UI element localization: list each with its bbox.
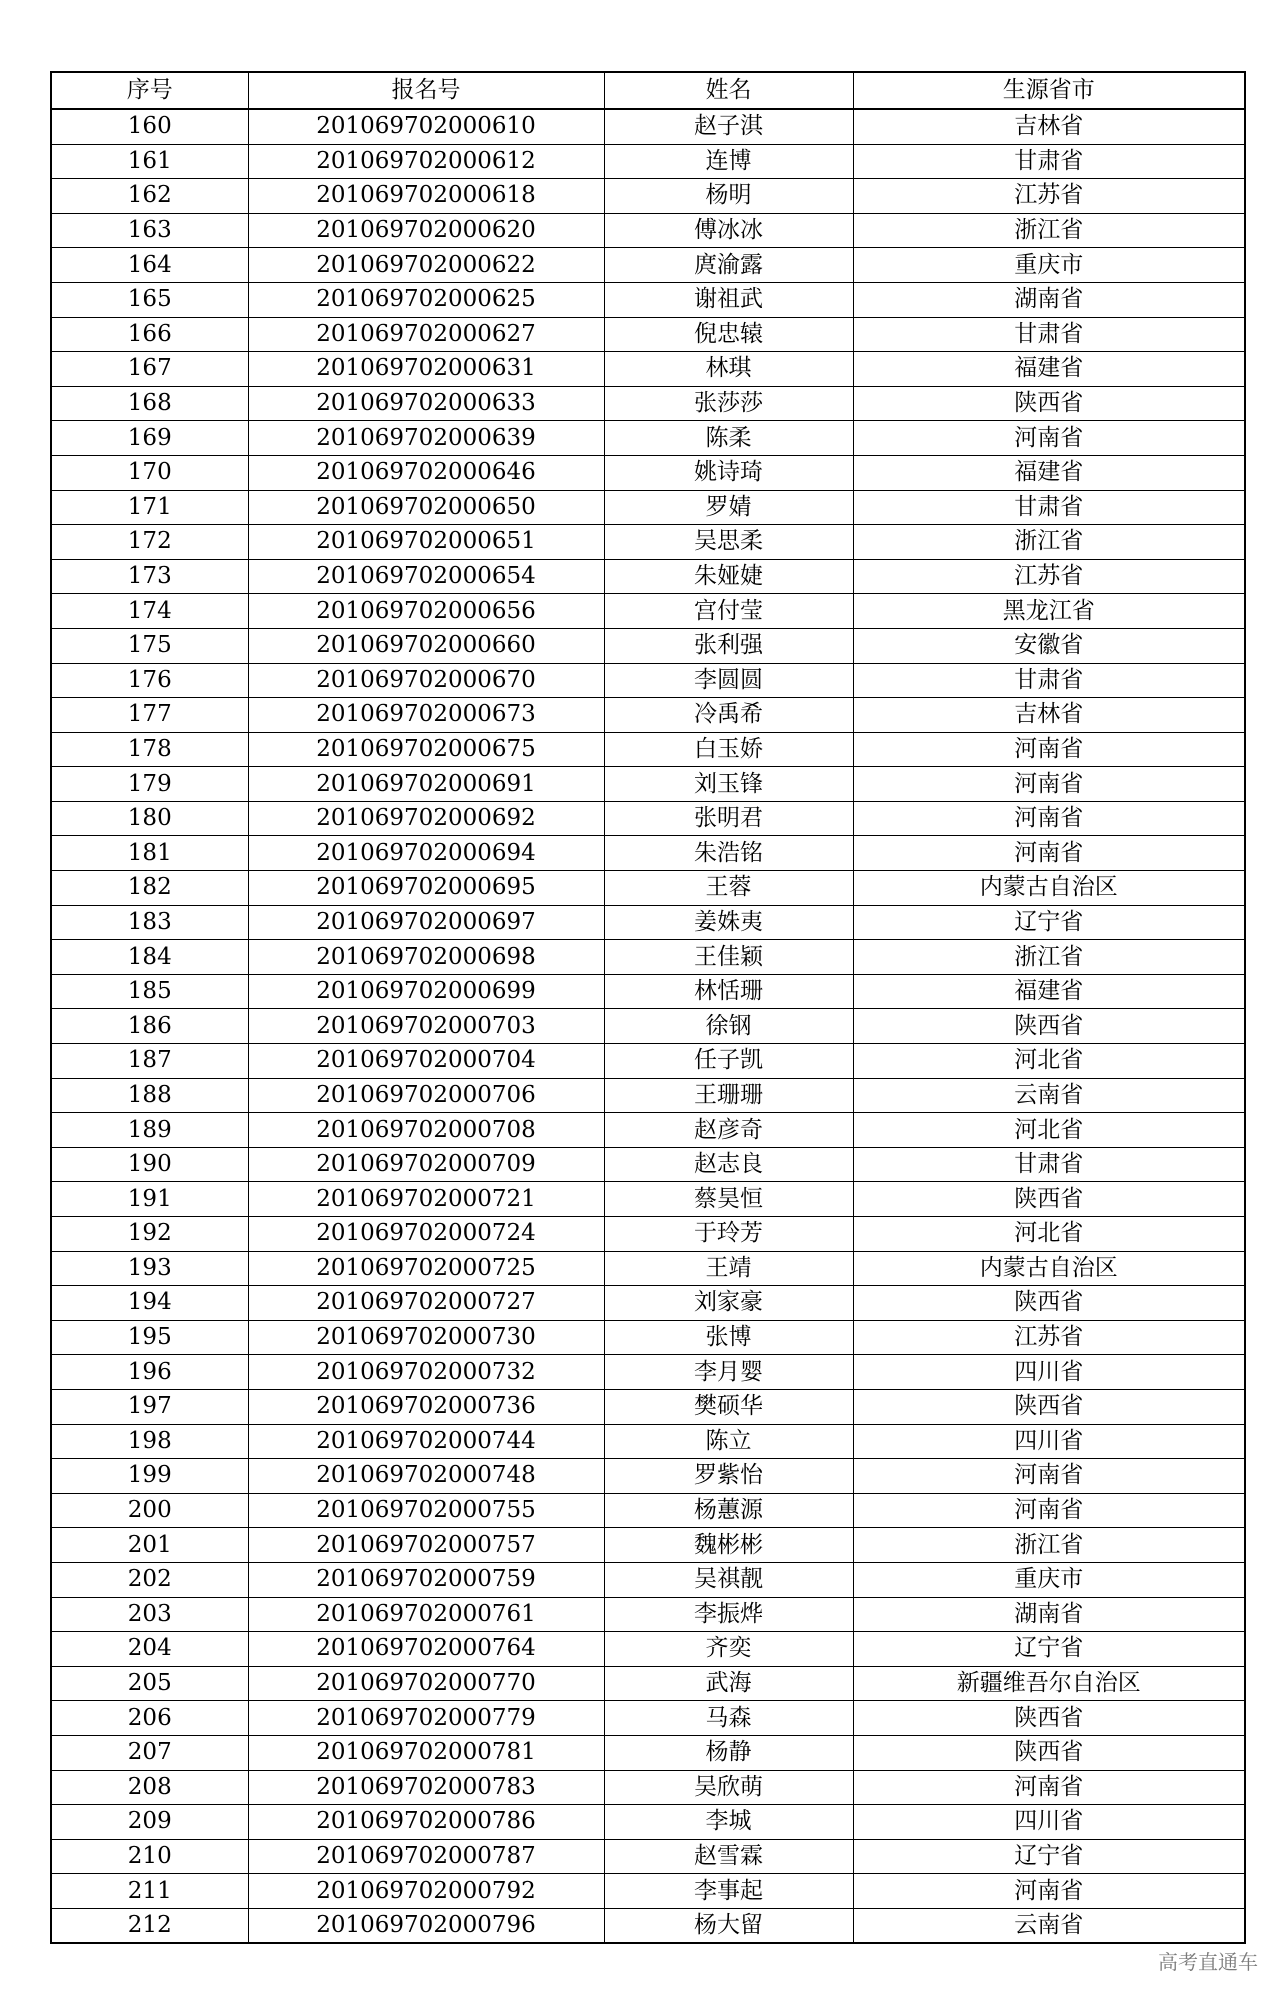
cell-name: 杨静 [604,1735,853,1770]
cell-registration-number: 201069702000699 [248,974,604,1009]
cell-serial: 180 [51,801,248,836]
cell-name: 朱浩铭 [604,836,853,871]
cell-province: 河南省 [853,1493,1245,1528]
table-row [51,1805,1245,1840]
cell-province: 重庆市 [853,1562,1245,1597]
table-row [51,1493,1245,1528]
cell-province: 陕西省 [853,1389,1245,1424]
cell-serial: 171 [51,490,248,525]
cell-serial: 208 [51,1770,248,1805]
cell-name: 姜姝夷 [604,905,853,940]
cell-name: 张明君 [604,801,853,836]
cell-name: 吴思柔 [604,525,853,560]
cell-serial: 190 [51,1147,248,1182]
cell-province: 浙江省 [853,213,1245,248]
cell-province: 辽宁省 [853,905,1245,940]
cell-serial: 211 [51,1874,248,1909]
table-row [51,1044,1245,1079]
cell-name: 陈柔 [604,421,853,456]
cell-province: 河北省 [853,1044,1245,1079]
table-row [51,1182,1245,1217]
header-serial: 序号 [51,72,248,109]
cell-province: 湖南省 [853,1597,1245,1632]
cell-serial: 165 [51,282,248,317]
cell-name: 李振烨 [604,1597,853,1632]
cell-serial: 161 [51,144,248,179]
cell-registration-number: 201069702000779 [248,1701,604,1736]
cell-registration-number: 201069702000704 [248,1044,604,1079]
cell-name: 武海 [604,1666,853,1701]
table-row [51,144,1245,179]
cell-province: 甘肃省 [853,490,1245,525]
cell-province: 吉林省 [853,109,1245,144]
header-name: 姓名 [604,72,853,109]
cell-registration-number: 201069702000759 [248,1562,604,1597]
cell-name: 杨明 [604,179,853,214]
cell-registration-number: 201069702000646 [248,455,604,490]
cell-name: 徐钢 [604,1009,853,1044]
cell-serial: 182 [51,871,248,906]
table-row [51,698,1245,733]
cell-name: 李月婴 [604,1355,853,1390]
cell-serial: 183 [51,905,248,940]
table-row [51,1908,1245,1943]
cell-province: 福建省 [853,974,1245,1009]
cell-serial: 167 [51,352,248,387]
cell-serial: 185 [51,974,248,1009]
table-row [51,1251,1245,1286]
cell-province: 云南省 [853,1078,1245,1113]
cell-province: 甘肃省 [853,1147,1245,1182]
cell-name: 王蓉 [604,871,853,906]
cell-registration-number: 201069702000721 [248,1182,604,1217]
cell-registration-number: 201069702000770 [248,1666,604,1701]
cell-registration-number: 201069702000692 [248,801,604,836]
cell-province: 陕西省 [853,1735,1245,1770]
roster-table [50,71,1246,1944]
cell-name: 于玲芳 [604,1217,853,1252]
cell-serial: 202 [51,1562,248,1597]
cell-registration-number: 201069702000736 [248,1389,604,1424]
table-row [51,940,1245,975]
table-row [51,1562,1245,1597]
cell-name: 赵彦奇 [604,1113,853,1148]
cell-registration-number: 201069702000727 [248,1286,604,1321]
cell-serial: 206 [51,1701,248,1736]
cell-name: 李事起 [604,1874,853,1909]
cell-serial: 169 [51,421,248,456]
cell-province: 安徽省 [853,628,1245,663]
cell-registration-number: 201069702000787 [248,1839,604,1874]
cell-province: 云南省 [853,1908,1245,1943]
cell-name: 杨蕙源 [604,1493,853,1528]
cell-name: 杨大留 [604,1908,853,1943]
table-row [51,421,1245,456]
cell-serial: 170 [51,455,248,490]
cell-registration-number: 201069702000781 [248,1735,604,1770]
cell-serial: 203 [51,1597,248,1632]
cell-name: 朱娅婕 [604,559,853,594]
cell-registration-number: 201069702000706 [248,1078,604,1113]
cell-registration-number: 201069702000725 [248,1251,604,1286]
cell-province: 江苏省 [853,1320,1245,1355]
cell-province: 江苏省 [853,179,1245,214]
cell-name: 齐奕 [604,1632,853,1667]
cell-serial: 210 [51,1839,248,1874]
cell-serial: 160 [51,109,248,144]
cell-registration-number: 201069702000694 [248,836,604,871]
cell-registration-number: 201069702000698 [248,940,604,975]
cell-province: 江苏省 [853,559,1245,594]
table-row [51,1666,1245,1701]
cell-serial: 194 [51,1286,248,1321]
table-row [51,317,1245,352]
table-row [51,767,1245,802]
cell-province: 陕西省 [853,1182,1245,1217]
cell-serial: 178 [51,732,248,767]
cell-name: 李城 [604,1805,853,1840]
cell-province: 甘肃省 [853,144,1245,179]
cell-registration-number: 201069702000622 [248,248,604,283]
cell-province: 河南省 [853,1770,1245,1805]
table-row [51,628,1245,663]
cell-registration-number: 201069702000673 [248,698,604,733]
cell-registration-number: 201069702000748 [248,1459,604,1494]
cell-province: 辽宁省 [853,1839,1245,1874]
cell-serial: 192 [51,1217,248,1252]
cell-registration-number: 201069702000709 [248,1147,604,1182]
cell-name: 庹渝露 [604,248,853,283]
cell-registration-number: 201069702000708 [248,1113,604,1148]
cell-name: 王佳颖 [604,940,853,975]
table-row [51,386,1245,421]
cell-name: 连博 [604,144,853,179]
table-row [51,905,1245,940]
cell-name: 李圆圆 [604,663,853,698]
cell-name: 赵志良 [604,1147,853,1182]
cell-serial: 201 [51,1528,248,1563]
cell-registration-number: 201069702000660 [248,628,604,663]
cell-province: 河南省 [853,1874,1245,1909]
cell-registration-number: 201069702000650 [248,490,604,525]
cell-serial: 174 [51,594,248,629]
cell-serial: 209 [51,1805,248,1840]
table-row [51,525,1245,560]
table-row [51,109,1245,144]
cell-registration-number: 201069702000724 [248,1217,604,1252]
table-row [51,1389,1245,1424]
cell-name: 魏彬彬 [604,1528,853,1563]
table-row [51,663,1245,698]
cell-province: 浙江省 [853,940,1245,975]
cell-province: 内蒙古自治区 [853,871,1245,906]
cell-province: 甘肃省 [853,663,1245,698]
cell-serial: 186 [51,1009,248,1044]
cell-serial: 181 [51,836,248,871]
cell-province: 河南省 [853,732,1245,767]
cell-serial: 166 [51,317,248,352]
cell-registration-number: 201069702000610 [248,109,604,144]
table-row [51,871,1245,906]
cell-name: 王珊珊 [604,1078,853,1113]
cell-name: 王靖 [604,1251,853,1286]
table-row [51,559,1245,594]
cell-serial: 212 [51,1908,248,1943]
table-row [51,248,1245,283]
cell-province: 新疆维吾尔自治区 [853,1666,1245,1701]
cell-serial: 200 [51,1493,248,1528]
cell-registration-number: 201069702000697 [248,905,604,940]
cell-registration-number: 201069702000757 [248,1528,604,1563]
cell-registration-number: 201069702000633 [248,386,604,421]
cell-name: 任子凯 [604,1044,853,1079]
cell-name: 樊硕华 [604,1389,853,1424]
cell-province: 河南省 [853,767,1245,802]
cell-serial: 205 [51,1666,248,1701]
cell-province: 吉林省 [853,698,1245,733]
table-row [51,1320,1245,1355]
cell-serial: 193 [51,1251,248,1286]
cell-name: 马森 [604,1701,853,1736]
table-row [51,1424,1245,1459]
table-row [51,1459,1245,1494]
cell-registration-number: 201069702000627 [248,317,604,352]
cell-serial: 175 [51,628,248,663]
table-row [51,1632,1245,1667]
cell-province: 辽宁省 [853,1632,1245,1667]
table-row [51,974,1245,1009]
table-row [51,1735,1245,1770]
cell-name: 姚诗琦 [604,455,853,490]
cell-serial: 196 [51,1355,248,1390]
cell-serial: 199 [51,1459,248,1494]
cell-registration-number: 201069702000764 [248,1632,604,1667]
cell-name: 林琪 [604,352,853,387]
cell-registration-number: 201069702000625 [248,282,604,317]
cell-name: 罗紫怡 [604,1459,853,1494]
cell-registration-number: 201069702000631 [248,352,604,387]
table-row [51,282,1245,317]
cell-name: 冷禹希 [604,698,853,733]
table-row [51,1701,1245,1736]
cell-serial: 198 [51,1424,248,1459]
cell-serial: 168 [51,386,248,421]
cell-province: 河南省 [853,836,1245,871]
cell-serial: 177 [51,698,248,733]
table-row [51,1597,1245,1632]
cell-province: 湖南省 [853,282,1245,317]
cell-serial: 173 [51,559,248,594]
table-row [51,836,1245,871]
cell-province: 河北省 [853,1113,1245,1148]
cell-registration-number: 201069702000744 [248,1424,604,1459]
cell-name: 张博 [604,1320,853,1355]
table-row [51,1355,1245,1390]
table-row [51,1009,1245,1044]
table-body [51,109,1245,1943]
cell-name: 张利强 [604,628,853,663]
watermark: 高考直通车 [1158,1950,1258,1974]
cell-province: 重庆市 [853,248,1245,283]
header-row [51,72,1245,109]
table-row [51,352,1245,387]
table-row [51,1839,1245,1874]
cell-name: 赵雪霖 [604,1839,853,1874]
table-row [51,801,1245,836]
table-row [51,490,1245,525]
table-row [51,179,1245,214]
cell-province: 四川省 [853,1355,1245,1390]
cell-serial: 191 [51,1182,248,1217]
cell-registration-number: 201069702000618 [248,179,604,214]
cell-registration-number: 201069702000755 [248,1493,604,1528]
cell-province: 河南省 [853,1459,1245,1494]
cell-province: 内蒙古自治区 [853,1251,1245,1286]
cell-province: 陕西省 [853,1286,1245,1321]
header-province: 生源省市 [853,72,1245,109]
cell-registration-number: 201069702000786 [248,1805,604,1840]
cell-registration-number: 201069702000675 [248,732,604,767]
cell-serial: 164 [51,248,248,283]
cell-name: 傅冰冰 [604,213,853,248]
cell-registration-number: 201069702000792 [248,1874,604,1909]
cell-registration-number: 201069702000620 [248,213,604,248]
cell-serial: 195 [51,1320,248,1355]
cell-serial: 162 [51,179,248,214]
cell-name: 罗婧 [604,490,853,525]
table-row [51,1113,1245,1148]
cell-province: 河南省 [853,801,1245,836]
cell-province: 陕西省 [853,1009,1245,1044]
table-row [51,594,1245,629]
cell-registration-number: 201069702000730 [248,1320,604,1355]
cell-province: 陕西省 [853,1701,1245,1736]
cell-registration-number: 201069702000732 [248,1355,604,1390]
cell-registration-number: 201069702000703 [248,1009,604,1044]
cell-serial: 184 [51,940,248,975]
cell-registration-number: 201069702000796 [248,1908,604,1943]
cell-serial: 187 [51,1044,248,1079]
cell-name: 刘玉锋 [604,767,853,802]
table-row [51,1770,1245,1805]
cell-registration-number: 201069702000761 [248,1597,604,1632]
header-registration-number: 报名号 [248,72,604,109]
cell-province: 浙江省 [853,1528,1245,1563]
cell-province: 河北省 [853,1217,1245,1252]
cell-registration-number: 201069702000654 [248,559,604,594]
cell-serial: 189 [51,1113,248,1148]
cell-registration-number: 201069702000639 [248,421,604,456]
table-row [51,1147,1245,1182]
cell-name: 谢祖武 [604,282,853,317]
table-row [51,455,1245,490]
cell-name: 赵子淇 [604,109,853,144]
cell-serial: 163 [51,213,248,248]
cell-serial: 172 [51,525,248,560]
cell-registration-number: 201069702000695 [248,871,604,906]
cell-province: 河南省 [853,421,1245,456]
cell-registration-number: 201069702000612 [248,144,604,179]
cell-province: 四川省 [853,1805,1245,1840]
cell-serial: 188 [51,1078,248,1113]
cell-serial: 179 [51,767,248,802]
table-row [51,732,1245,767]
cell-name: 吴祺靓 [604,1562,853,1597]
cell-serial: 207 [51,1735,248,1770]
cell-name: 倪忠辕 [604,317,853,352]
cell-registration-number: 201069702000656 [248,594,604,629]
cell-serial: 197 [51,1389,248,1424]
cell-registration-number: 201069702000783 [248,1770,604,1805]
cell-registration-number: 201069702000670 [248,663,604,698]
cell-province: 福建省 [853,352,1245,387]
cell-name: 蔡昊恒 [604,1182,853,1217]
cell-serial: 204 [51,1632,248,1667]
cell-name: 白玉娇 [604,732,853,767]
cell-province: 陕西省 [853,386,1245,421]
cell-name: 林恬珊 [604,974,853,1009]
cell-registration-number: 201069702000651 [248,525,604,560]
cell-registration-number: 201069702000691 [248,767,604,802]
cell-name: 吴欣萌 [604,1770,853,1805]
cell-name: 刘家豪 [604,1286,853,1321]
table-row [51,1528,1245,1563]
cell-province: 浙江省 [853,525,1245,560]
cell-province: 甘肃省 [853,317,1245,352]
cell-province: 黑龙江省 [853,594,1245,629]
cell-name: 张莎莎 [604,386,853,421]
cell-province: 四川省 [853,1424,1245,1459]
cell-serial: 176 [51,663,248,698]
cell-province: 福建省 [853,455,1245,490]
table-row [51,1217,1245,1252]
table-row [51,1286,1245,1321]
table-row [51,1078,1245,1113]
cell-name: 陈立 [604,1424,853,1459]
table-row [51,1874,1245,1909]
table-header [51,72,1245,109]
table-row [51,213,1245,248]
cell-name: 宫付莹 [604,594,853,629]
